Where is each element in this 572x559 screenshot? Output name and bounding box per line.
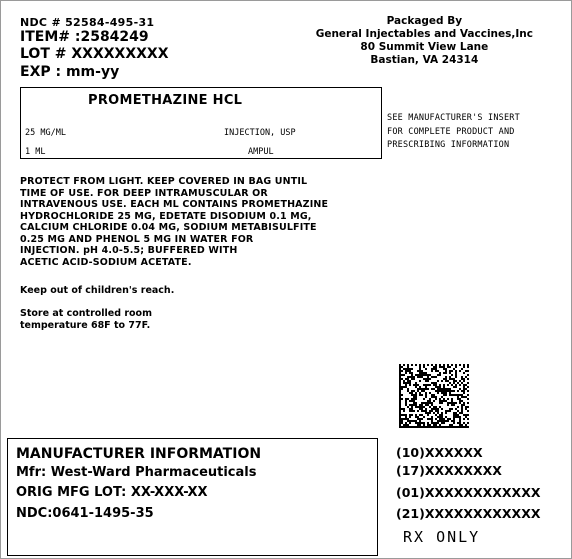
description-line: TIME OF USE. FOR DEEP INTRAMUSCULAR OR bbox=[20, 187, 268, 199]
gs1-gtin-field: (01)XXXXXXXXXXXX bbox=[396, 485, 541, 500]
insert-note bbox=[387, 112, 520, 153]
drug-name: PROMETHAZINE HCL bbox=[88, 93, 243, 108]
packager-block bbox=[316, 15, 533, 67]
expiration-date: EXP : mm-yy bbox=[20, 64, 120, 80]
insert-note-line: FOR COMPLETE PRODUCT AND bbox=[387, 126, 515, 137]
packager-address-line2: Bastian, VA 24314 bbox=[370, 54, 479, 66]
original-lot: ORIG MFG LOT: XX-XXX-XX bbox=[16, 485, 208, 500]
packager-address-line1: 80 Summit View Lane bbox=[360, 41, 489, 53]
manufacturer-name: Mfr: West-Ward Pharmaceuticals bbox=[16, 465, 257, 480]
product-box bbox=[20, 87, 382, 159]
description-line: ACETIC ACID-SODIUM ACETATE. bbox=[20, 256, 192, 268]
insert-note-line: PRESCRIBING INFORMATION bbox=[387, 140, 510, 150]
packager-name: General Injectables and Vaccines,Inc bbox=[315, 28, 533, 40]
gs1-lot-field: (10)XXXXXX bbox=[396, 445, 483, 460]
description-line: INJECTION. pH 4.0-5.5; BUFFERED WITH bbox=[20, 245, 238, 256]
storage-line: temperature 68F to 77F. bbox=[20, 320, 151, 331]
description-line: INTRAVENOUS USE. EACH ML CONTAINS PROMETHAZINE bbox=[20, 199, 329, 210]
drug-volume: 1 ML bbox=[25, 147, 46, 157]
container-type: AMPUL bbox=[248, 147, 274, 157]
storage-line: Store at controlled room bbox=[20, 308, 152, 319]
description-line: 0.25 MG AND PHENOL 5 MG IN WATER FOR bbox=[20, 233, 254, 245]
item-number: ITEM# :2584249 bbox=[20, 29, 149, 45]
child-warning: Keep out of children's reach. bbox=[20, 285, 175, 296]
gs1-expiry-field: (17)XXXXXXXX bbox=[396, 463, 502, 478]
description-line: PROTECT FROM LIGHT. KEEP COVERED IN BAG UNTIL bbox=[20, 176, 308, 187]
lot-number: LOT # XXXXXXXXX bbox=[20, 46, 169, 62]
insert-note-line: SEE MANUFACTURER'S INSERT bbox=[387, 113, 520, 123]
manufacturer-title: MANUFACTURER INFORMATION bbox=[16, 446, 262, 462]
packager-heading: Packaged By bbox=[386, 15, 463, 27]
drug-route: INJECTION, USP bbox=[224, 128, 296, 138]
datamatrix-barcode-icon bbox=[399, 364, 469, 428]
ndc-number: NDC # 52584-495-31 bbox=[20, 16, 155, 29]
manufacturer-box bbox=[7, 438, 378, 556]
description-line: HYDROCHLORIDE 25 MG, EDETATE DISODIUM 0.1 MG, bbox=[20, 210, 312, 222]
rx-only: RX ONLY bbox=[403, 528, 481, 546]
manufacturer-ndc: NDC:0641-1495-35 bbox=[16, 506, 154, 521]
description-line: CALCIUM CHLORIDE 0.04 MG, SODIUM METABISULFITE bbox=[20, 222, 317, 233]
storage-instructions bbox=[20, 308, 152, 332]
gs1-serial-field: (21)XXXXXXXXXXXX bbox=[396, 506, 541, 521]
description-block bbox=[20, 176, 328, 268]
drug-strength: 25 MG/ML bbox=[25, 128, 66, 138]
